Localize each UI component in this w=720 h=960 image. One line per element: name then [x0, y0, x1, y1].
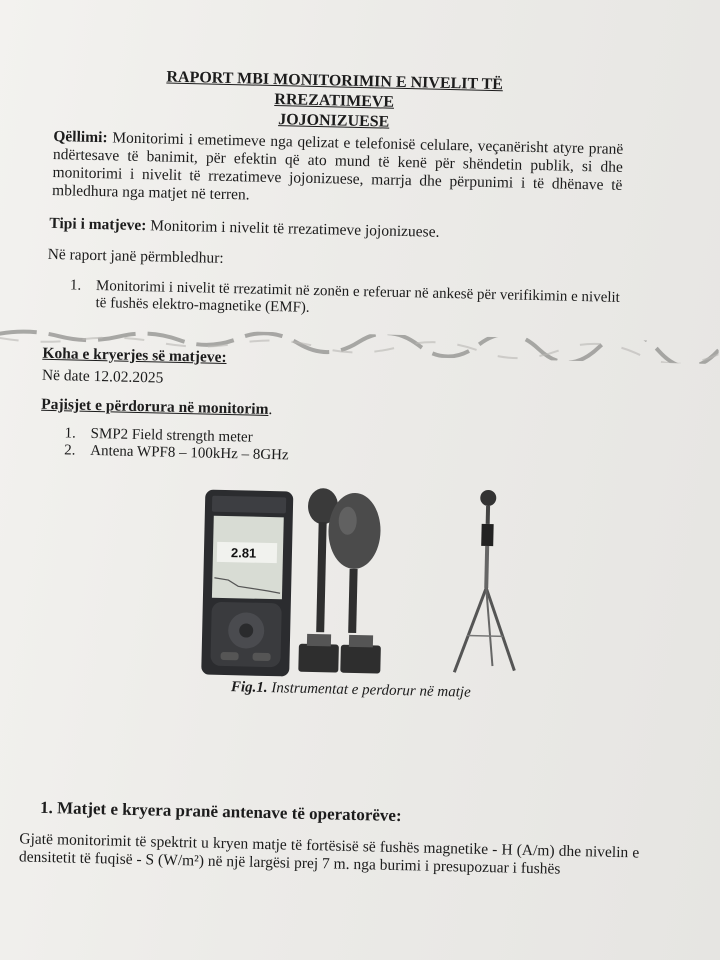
tripod-image	[454, 489, 518, 673]
measurement-type-label: Tipi i matjeve:	[49, 214, 147, 235]
purpose-label: Qëllimi:	[53, 128, 108, 147]
equipment-list	[64, 425, 289, 464]
summary-list-item	[69, 277, 630, 324]
equipment-item-number: 1.	[64, 425, 77, 442]
equipment-heading-text: Pajisjet e përdorura në monitorim	[41, 395, 269, 418]
equipment-item-text: SMP2 Field strength meter	[90, 425, 253, 446]
summary-item-text: Monitorimi i nivelit të rrezatimit në zonën e referuar në ankesë për verifikimin e nivelit të fushës elektro-magnetike (EMF).	[95, 278, 620, 316]
figure-caption-text: Instrumentat e perdorur në matje	[267, 680, 471, 701]
antenna-probes-image	[298, 488, 384, 674]
time-text: Në date 12.02.2025	[41, 366, 164, 387]
instruments-figure	[196, 481, 530, 688]
equipment-item-number: 2.	[64, 442, 76, 459]
title-line-1: RAPORT MBI MONITORIMIN E NIVELIT TË RREZATIMEVE	[166, 68, 504, 111]
time-heading-text: Koha e kryerjes së matjeve:	[42, 344, 227, 366]
field-meter-image	[201, 490, 293, 677]
figure-caption-label: Fig.1.	[230, 679, 268, 697]
report-title	[109, 66, 560, 136]
purpose-paragraph	[52, 128, 623, 213]
equipment-heading	[41, 396, 273, 419]
meter-display-value: 2.81	[230, 545, 257, 561]
measurement-type-text: Monitorim i nivelit të rrezatimeve jojonizuese.	[150, 217, 440, 241]
summary-intro: Në raport janë përmbledhur:	[47, 245, 224, 267]
section-1-paragraph: Gjatë monitorimit të spektrit u kryen matje të fortësisë së fushës magnetike - H (A/m) dhe nivelin e densitetit të fuqisë - S (W/m²) në një largësi prej 7 m. nga burimi i presupozuar i fushës	[18, 830, 640, 878]
section-1-heading: 1. Matjet e kryera pranë antenave të operatorëve:	[39, 797, 402, 826]
measurement-type	[49, 215, 619, 246]
title-line-2: JOJONIZUESE	[278, 111, 390, 131]
purpose-text: Monitorimi i emetimeve nga qelizat e telefonisë celulare, veçanërisht atyre pranë ndërtesave të banimit, për efektin që ato mund të kenë për shëndetin publik, si dhe monitorimi i nivelit të rrezatimeve jojonizuese, marrja dhe përpunimi i të dhënave të mbledhura nga matjet në terren.	[51, 129, 624, 204]
time-heading	[42, 345, 227, 367]
equipment-item-text: Antena WPF8 – 100kHz – 8GHz	[90, 442, 289, 464]
equipment-heading-dot: .	[268, 400, 273, 419]
summary-item-number: 1.	[69, 277, 82, 294]
